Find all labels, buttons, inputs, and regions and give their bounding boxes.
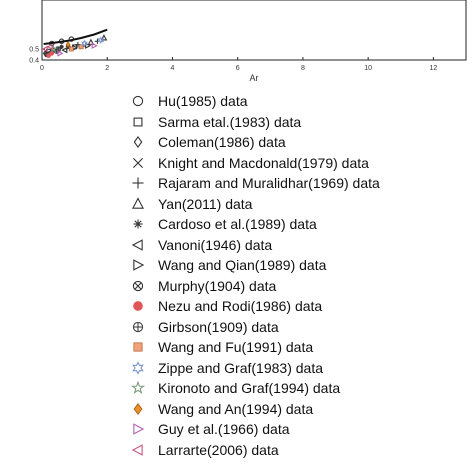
legend: [118, 91, 468, 460]
legend-label: Vanoni(1946) data: [158, 236, 273, 253]
legend-item: [118, 317, 468, 338]
legend-label: Hu(1985) data: [158, 93, 248, 110]
legend-item: [118, 153, 468, 174]
legend-label: Nezu and Rodi(1986) data: [158, 298, 323, 315]
legend-label: Coleman(1986) data: [158, 134, 286, 151]
legend-marker-icon: [118, 358, 158, 378]
legend-marker-icon: [118, 317, 158, 337]
legend-label: Wang and Qian(1989) data: [158, 257, 327, 274]
legend-label: Murphy(1904) data: [158, 277, 277, 294]
legend-marker-icon: [118, 255, 158, 275]
data-point: [69, 47, 73, 51]
legend-label: Knight and Macdonald(1979) data: [158, 154, 369, 171]
legend-marker-icon: [118, 214, 158, 234]
legend-item: [118, 214, 468, 235]
x-tick-label: 12: [429, 65, 438, 72]
legend-item: [118, 440, 468, 461]
data-point: [59, 45, 63, 49]
legend-marker-icon: [118, 153, 158, 173]
legend-marker-icon: [118, 378, 158, 398]
legend-label: Larrarte(2006) data: [158, 441, 279, 458]
legend-marker-icon: [118, 235, 158, 255]
x-tick-label: 2: [105, 65, 110, 72]
legend-marker-icon: [118, 440, 158, 460]
legend-marker-icon: [118, 173, 158, 193]
legend-label: Sarma etal.(1983) data: [158, 113, 302, 130]
legend-label: Rajaram and Muralidhar(1969) data: [158, 175, 380, 192]
legend-marker-icon: [118, 91, 158, 111]
x-axis-label: Ar: [249, 73, 259, 83]
legend-label: Girbson(1909) data: [158, 318, 279, 335]
legend-label: Guy et al.(1966) data: [158, 421, 290, 438]
legend-item: [118, 358, 468, 379]
legend-item: [118, 296, 468, 317]
x-tick-label: 0: [40, 65, 44, 72]
legend-marker-icon: [118, 399, 158, 419]
legend-item: [118, 337, 468, 358]
y-tick-label: 0.4: [29, 57, 39, 65]
x-tick-label: 6: [235, 65, 240, 72]
legend-label: Kironoto and Graf(1994) data: [158, 380, 341, 397]
legend-label: Yan(2011) data: [158, 195, 253, 212]
legend-item: [118, 419, 468, 440]
legend-label: Wang and An(1994) data: [158, 400, 314, 417]
legend-marker-icon: [118, 132, 158, 152]
legend-item: [118, 255, 468, 276]
legend-marker-icon: [118, 296, 158, 316]
legend-label: Zippe and Graf(1983) data: [158, 359, 323, 376]
legend-marker-icon: [118, 194, 158, 214]
legend-marker-icon: [118, 276, 158, 296]
legend-item: [118, 235, 468, 256]
x-tick-label: 4: [170, 65, 175, 72]
legend-item: [118, 132, 468, 153]
legend-item: [118, 399, 468, 420]
chart: [0, 0, 474, 91]
x-tick-label: 10: [364, 65, 373, 72]
legend-item: [118, 194, 468, 215]
legend-item: [118, 276, 468, 297]
legend-label: Wang and Fu(1991) data: [158, 339, 314, 356]
legend-item: [118, 91, 468, 112]
x-tick-label: 8: [300, 65, 305, 72]
legend-marker-icon: [118, 112, 158, 132]
legend-label: Cardoso et al.(1989) data: [158, 216, 317, 233]
legend-marker-icon: [118, 419, 158, 439]
legend-item: [118, 173, 468, 194]
legend-item: [118, 378, 468, 399]
legend-item: [118, 112, 468, 133]
legend-marker-icon: [118, 337, 158, 357]
y-tick-label: 0.5: [29, 46, 39, 54]
